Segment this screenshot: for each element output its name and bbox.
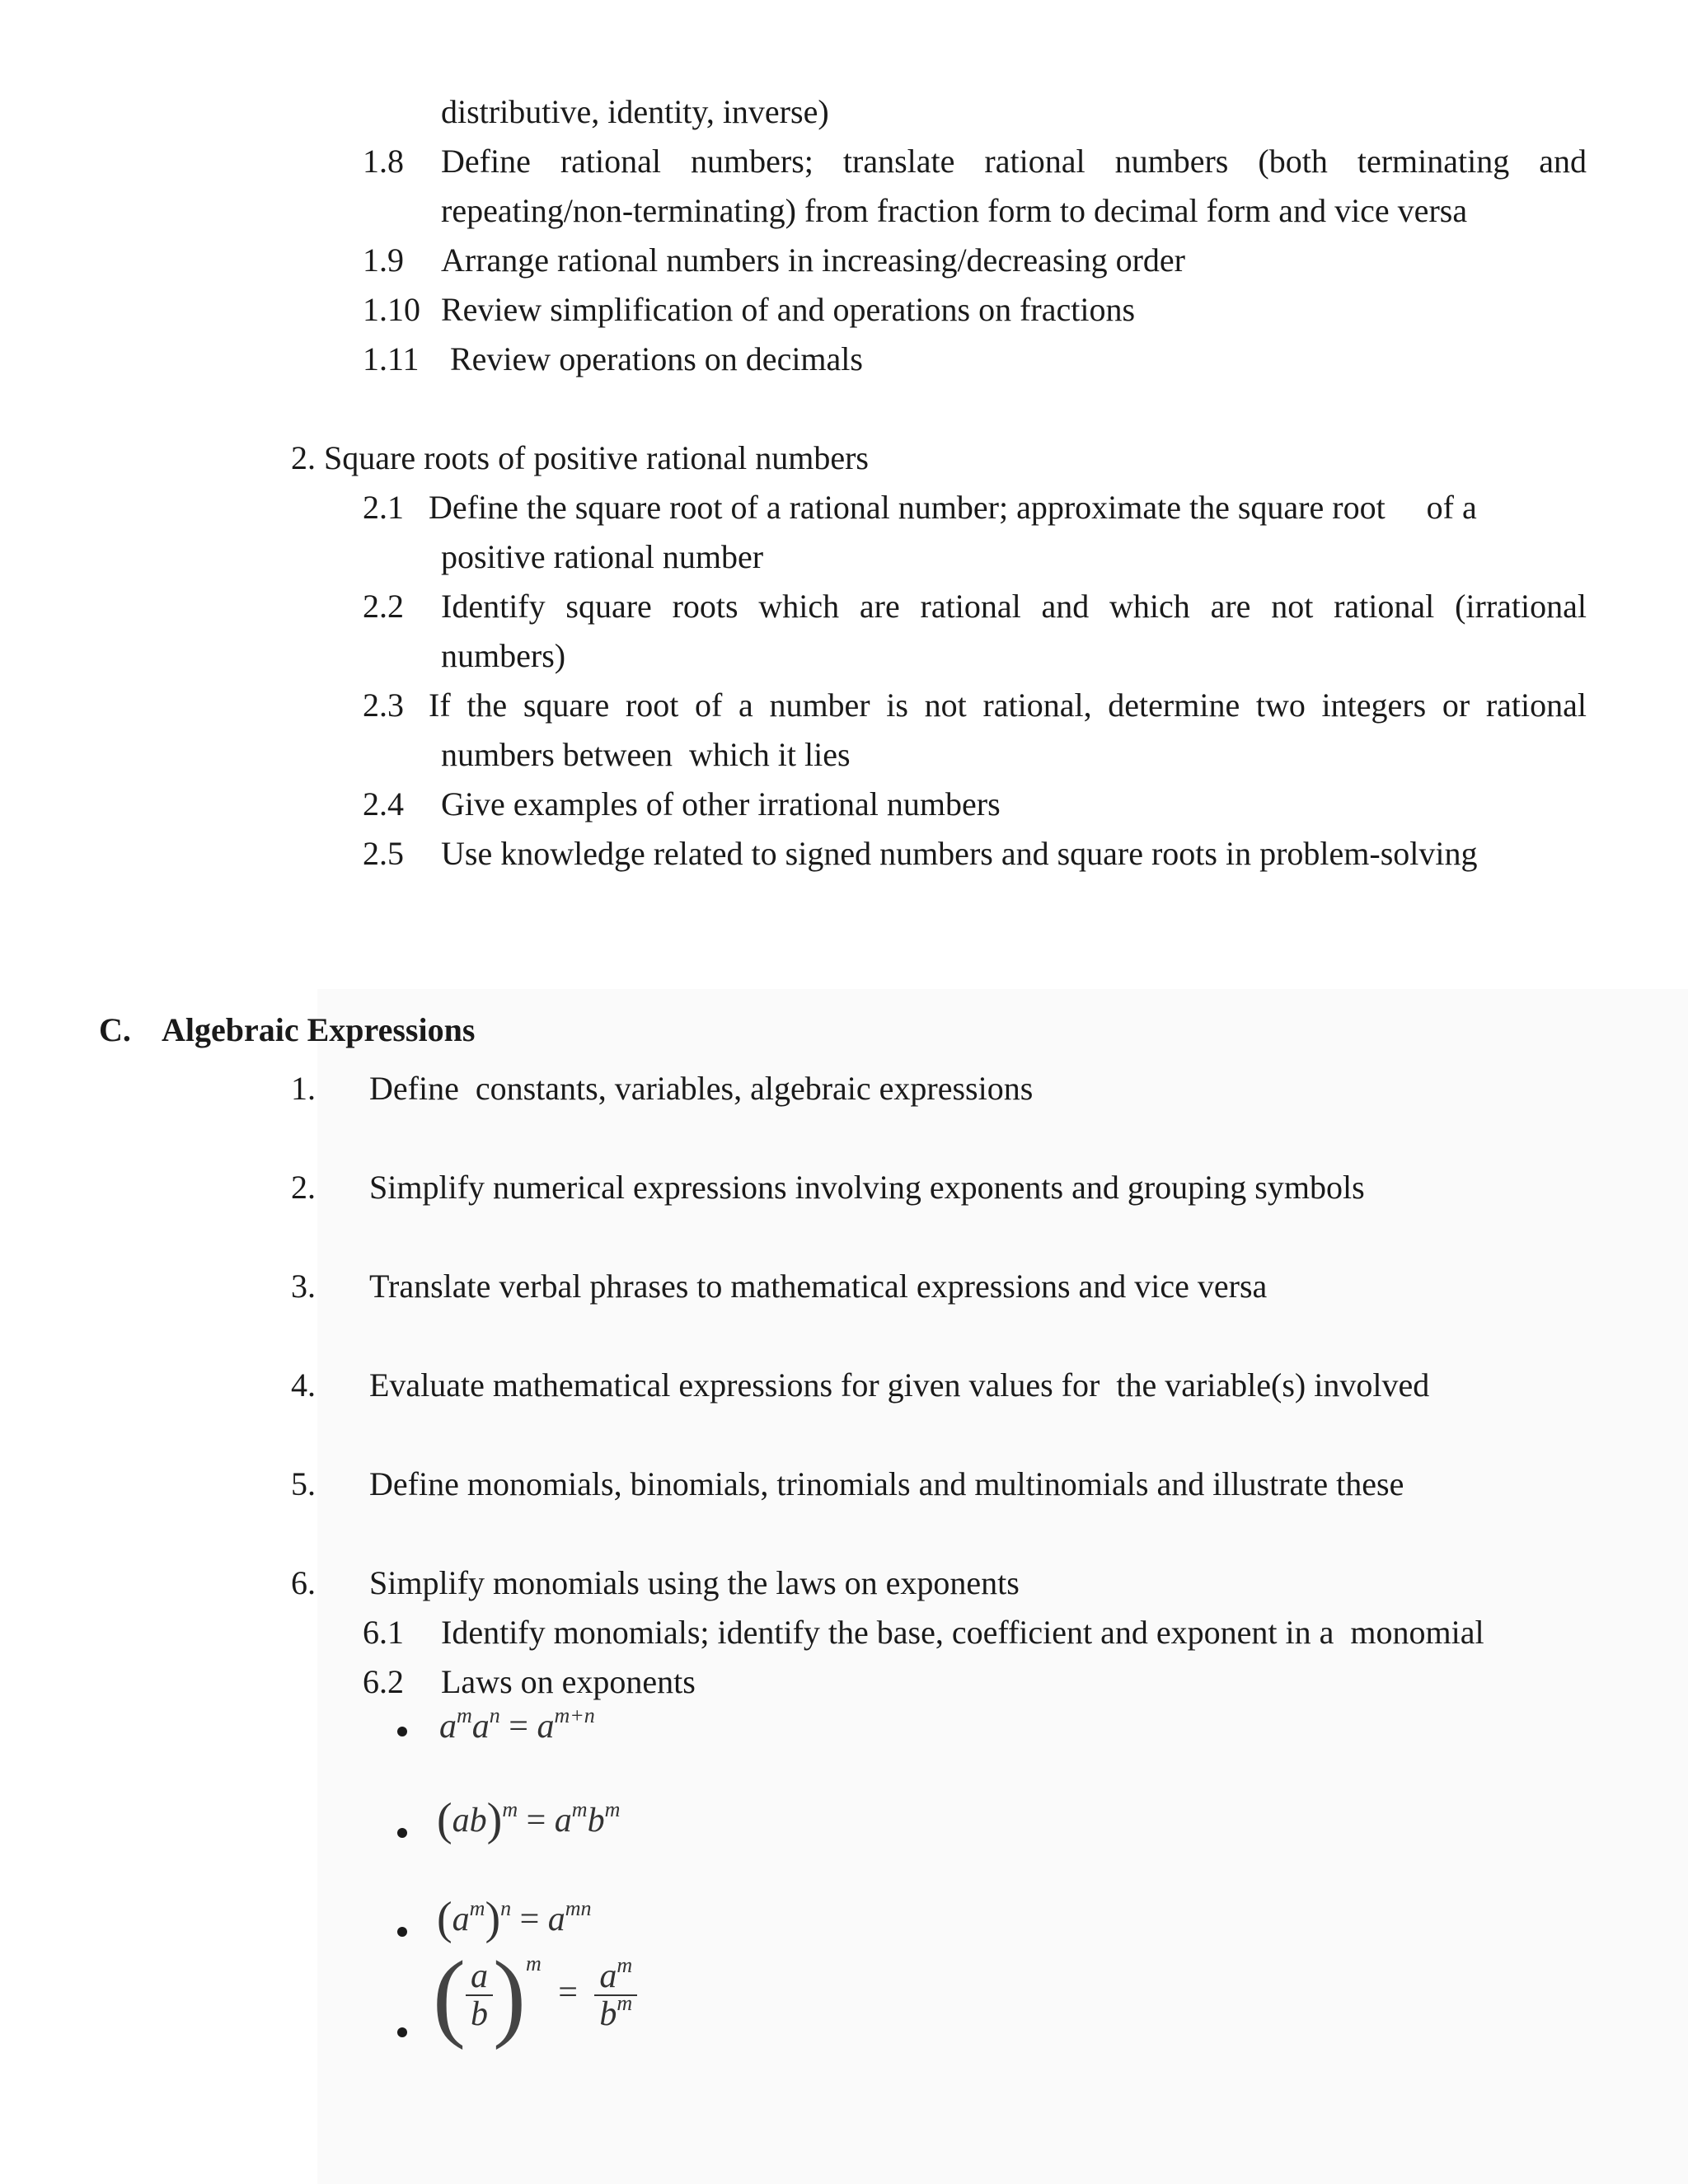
item-number: 3.	[291, 1268, 316, 1305]
law-power-of-power: $(a^m)^n = a^{mn}$	[437, 1893, 592, 1944]
bullet-icon	[397, 1828, 407, 1838]
item-number: 1.	[291, 1070, 316, 1107]
item-text: numbers)	[441, 637, 566, 674]
item-text: Use knowledge related to signed numbers and square roots in problem-solving	[441, 835, 1478, 872]
item-text: If the square root of a number is not rational, determine two integers or rational	[429, 687, 1587, 724]
item-number: 1.10	[363, 291, 420, 328]
item-text: Define constants, variables, algebraic expressions	[369, 1070, 1034, 1107]
law-product-of-powers: $a^ma^n = a^{m+n}$	[439, 1704, 595, 1746]
law-power-of-product: $(ab)^m = a^mb^m$	[437, 1794, 621, 1845]
section-2-title: 2. Square roots of positive rational numbers	[291, 439, 869, 476]
item-number: 2.1	[363, 489, 404, 526]
item-number: 5.	[291, 1465, 316, 1502]
item-continued-text: distributive, identity, inverse)	[441, 93, 829, 130]
item-text: Identify square roots which are rational and which are not rational (irrational	[441, 588, 1587, 625]
section-c-letter: C.	[99, 1011, 131, 1048]
bullet-icon	[397, 1927, 407, 1937]
item-text: Arrange rational numbers in increasing/decreasing order	[441, 241, 1185, 279]
item-text: Evaluate mathematical expressions for given values for the variable(s) involved	[369, 1366, 1430, 1404]
item-number: 2.4	[363, 785, 404, 823]
item-text: repeating/non-terminating) from fraction form to decimal form and vice versa	[441, 192, 1468, 229]
subitem-number: 6.1	[363, 1614, 404, 1651]
bullet-icon	[397, 2027, 407, 2037]
item-number: 2.2	[363, 588, 404, 625]
subitem-number: 6.2	[363, 1663, 404, 1700]
item-number: 2.5	[363, 835, 404, 872]
law-power-of-quotient: ( $\frac{a}{b}$ )$^m$ = $\frac{a^m}{b^m}$	[433, 1952, 637, 2036]
subitem-text: Laws on exponents	[441, 1663, 696, 1700]
item-number: 1.11	[363, 340, 420, 377]
item-text: positive rational number	[441, 538, 764, 575]
item-text: Simplify numerical expressions involving exponents and grouping symbols	[369, 1169, 1365, 1206]
item-number: 1.8	[363, 143, 404, 180]
item-number: 1.9	[363, 241, 404, 279]
item-number: 4.	[291, 1366, 316, 1404]
item-text: Review simplification of and operations on fractions	[441, 291, 1136, 328]
item-text: Simplify monomials using the laws on exponents	[369, 1564, 1020, 1601]
item-text: Give examples of other irrational numbers	[441, 785, 1001, 823]
item-text: numbers between which it lies	[441, 736, 851, 773]
item-number: 2.	[291, 1169, 316, 1206]
item-text: Define the square root of a rational number; approximate the square root of a	[429, 489, 1477, 526]
bullet-icon	[397, 1727, 407, 1736]
subitem-text: Identify monomials; identify the base, coefficient and exponent in a monomial	[441, 1614, 1484, 1651]
section-c-title: Algebraic Expressions	[162, 1011, 476, 1048]
item-text: Define monomials, binomials, trinomials and multinomials and illustrate these	[369, 1465, 1404, 1502]
item-number: 2.3	[363, 687, 404, 724]
item-text: Define rational numbers; translate rational numbers (both terminating and	[441, 143, 1587, 180]
item-text: Translate verbal phrases to mathematical expressions and vice versa	[369, 1268, 1268, 1305]
item-number: 6.	[291, 1564, 316, 1601]
item-text: Review operations on decimals	[450, 340, 863, 377]
